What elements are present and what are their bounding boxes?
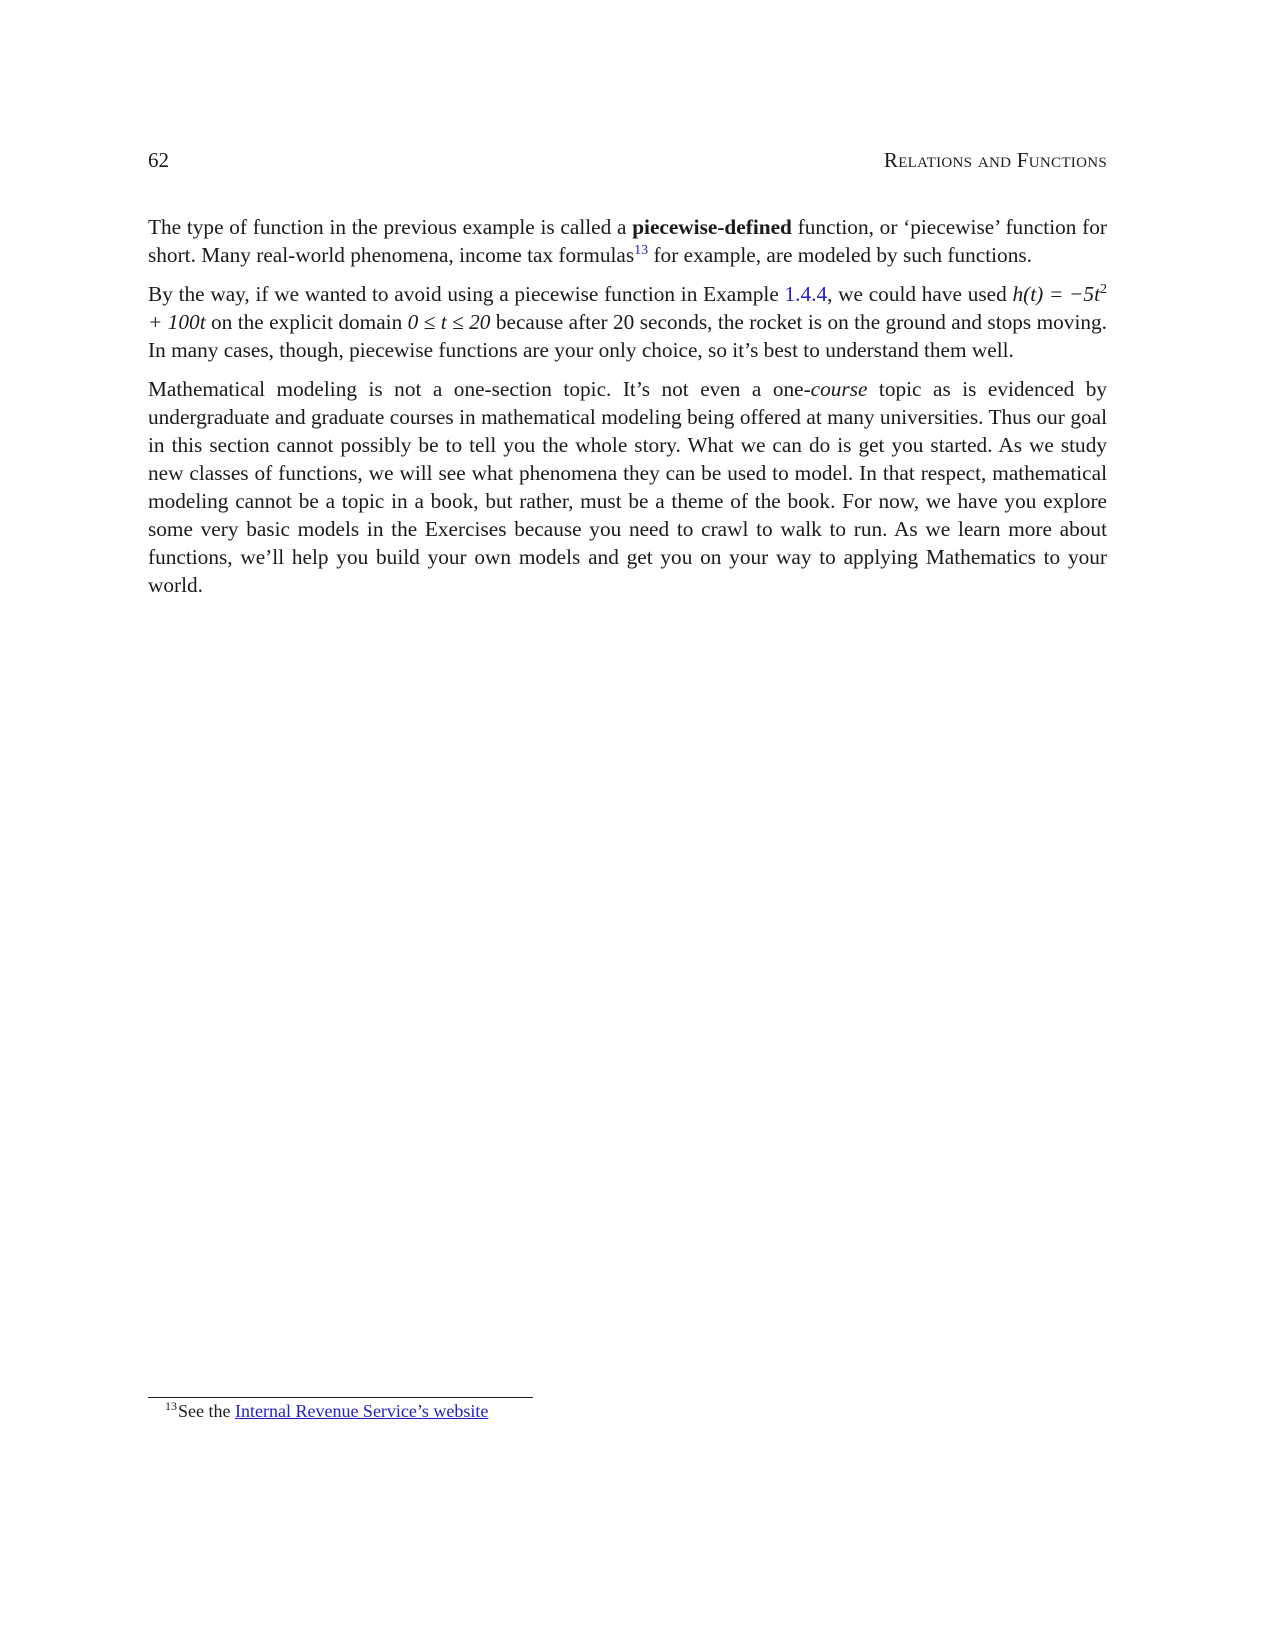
irs-website-link[interactable]: Internal Revenue Service’s website <box>234 1401 489 1421</box>
text: on the explicit domain <box>205 310 408 334</box>
math-expression: + 100t <box>148 310 206 334</box>
footnote-mark: 13 <box>165 1399 177 1413</box>
emphasis: course <box>810 377 868 401</box>
paragraph-modeling <box>148 375 1107 599</box>
text: topic as is evidenced by undergraduate and graduate courses in mathematical modeling being offered at many universities. Thus our goal in this section cannot possibly be to tell you the whole story. What we can do is get you started. As we study new classes of functions, we will see what phenomena they can be used to model. In that respect, mathematical modeling cannot be a topic in a book, but rather, must be a theme of the book. For now, we have you explore some very basic models in the Exercises because you need to crawl to walk to run. As we learn more about functions, we’ll help you build your own models and get you on your way to applying Mathematics to your world. <box>148 377 1107 597</box>
body-text <box>148 213 1107 610</box>
term-piecewise-defined: piecewise-defined <box>632 215 792 239</box>
text: By the way, if we wanted to avoid using a piecewise function in Example <box>148 282 785 306</box>
footnote-text: See the <box>178 1401 235 1421</box>
math-exponent: 2 <box>1099 281 1107 297</box>
paragraph-by-the-way <box>148 280 1107 364</box>
text: The type of function in the previous example is called a <box>148 215 633 239</box>
math-expression: h(t) = −5t <box>1012 282 1100 306</box>
paragraph-piecewise <box>148 213 1107 269</box>
running-title: Relations and Functions <box>883 148 1107 172</box>
text: because after 20 seconds, the rocket is on the ground and stops moving. In many cases, though, piecewise functions are your only choice, so it’s best to understand them well. <box>148 310 1107 362</box>
text: , we could have used <box>827 282 1013 306</box>
example-link[interactable]: 1.4.4 <box>784 282 828 306</box>
page-number: 62 <box>148 148 169 172</box>
text: function, or ‘piecewise’ function for short. Many real-world phenomena, income tax formulas <box>148 215 1107 267</box>
footnote-divider <box>148 1397 533 1398</box>
footnote-ref-link[interactable]: 13 <box>634 242 649 258</box>
footnote <box>165 1401 488 1422</box>
text: for example, are modeled by such functions. <box>648 243 1032 267</box>
math-inequality: 0 ≤ t ≤ 20 <box>407 310 491 334</box>
text: Mathematical modeling is not a one-section topic. It’s not even a one- <box>148 377 811 401</box>
